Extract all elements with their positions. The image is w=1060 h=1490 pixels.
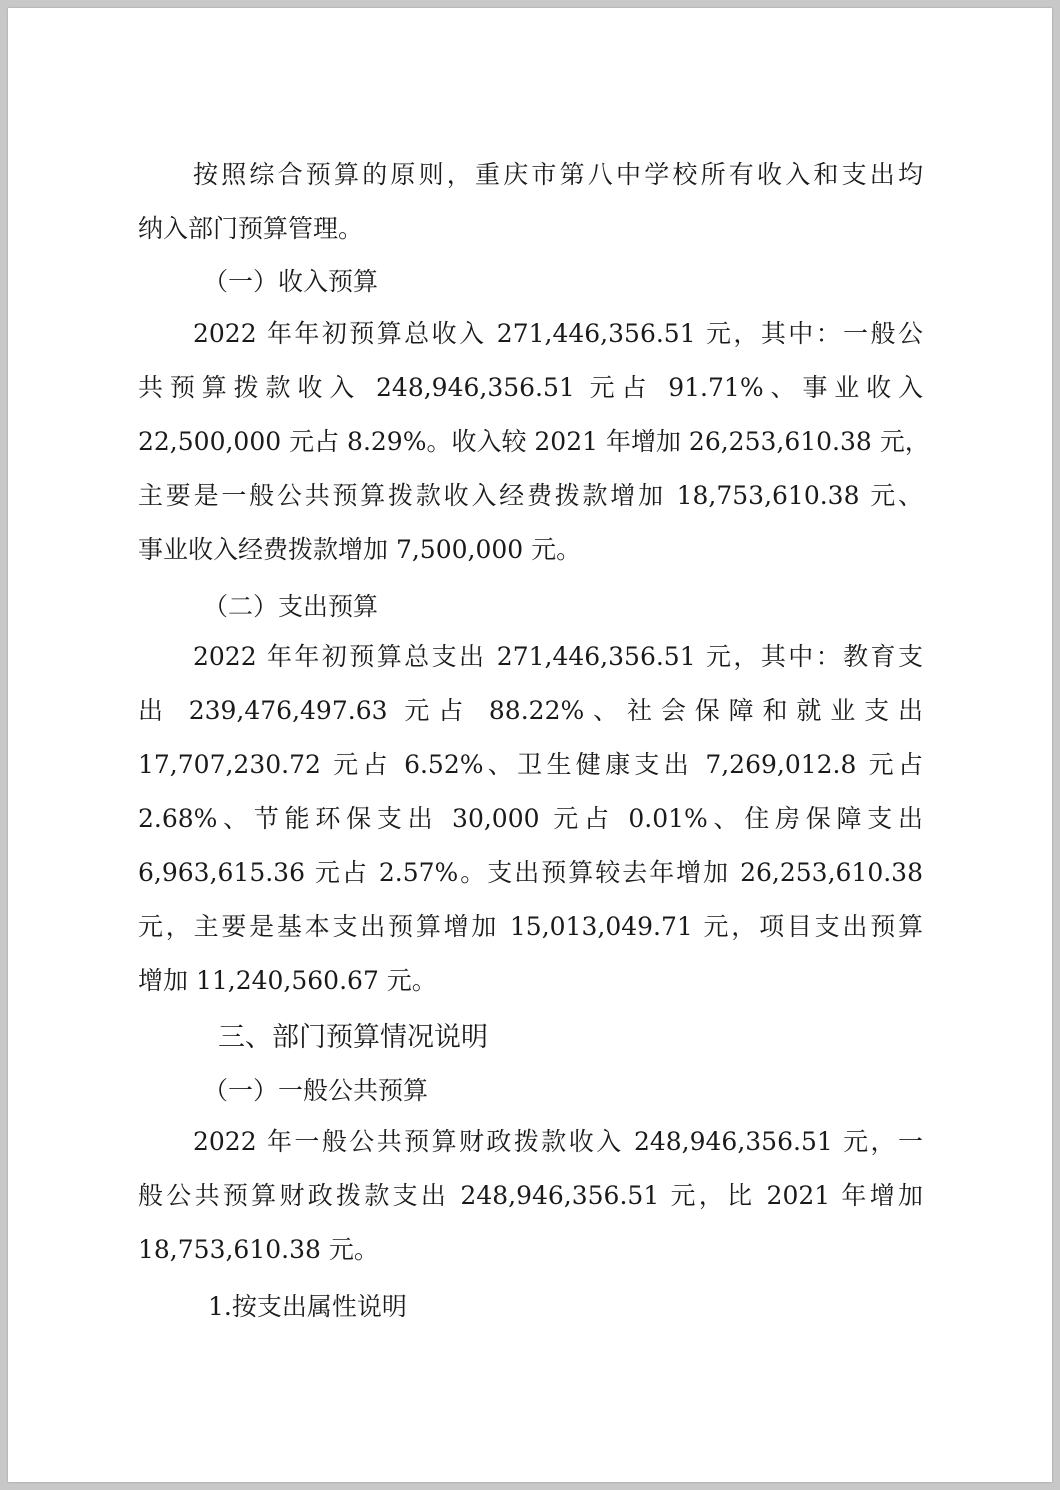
para1-line2: 纳入部门预算管理。 [138,214,364,243]
para4-line2: 般公共预算财政拨款支出 248,946,356.51 元，比 2021 年增加 [138,1181,923,1210]
section-income-title: （一）收入预算 [203,267,379,296]
document-page [8,8,1052,1482]
para3-line1: 2022 年年初预算总支出 271,446,356.51 元，其中：教育支 [193,642,923,671]
para2-line4: 主要是一般公共预算拨款收入经费拨款增加 18,753,610.38 元、 [138,481,923,510]
para1-line1: 按照综合预算的原则，重庆市第八中学校所有收入和支出均 [193,160,923,189]
heading-section-3: 三、部门预算情况说明 [218,1022,488,1053]
para2-line1: 2022 年年初预算总收入 271,446,356.51 元，其中：一般公 [193,319,923,348]
subsection-1-title: 1.按支出属性说明 [208,1292,407,1321]
para3-line4: 2.68%、节能环保支出 30,000 元占 0.01%、住房保障支出 [138,804,923,833]
para3-line6: 元，主要是基本支出预算增加 15,013,049.71 元，项目支出预算 [138,912,923,941]
para4-line3: 18,753,610.38 元。 [138,1235,379,1264]
para3-line5: 6,963,615.36 元占 2.57%。支出预算较去年增加 26,253,610.38 [138,858,923,887]
para3-line3: 17,707,230.72 元占 6.52%、卫生健康支出 7,269,012.8 元占 [138,750,923,779]
para2-line2: 共预算拨款收入 248,946,356.51 元占 91.71%、事业收入 [138,373,923,402]
section-general-title: （一）一般公共预算 [203,1076,429,1105]
para4-line1: 2022 年一般公共预算财政拨款收入 248,946,356.51 元，一 [193,1127,923,1156]
para2-line5: 事业收入经费拨款增加 7,500,000 元。 [138,535,582,564]
para3-line7: 增加 11,240,560.67 元。 [138,966,437,995]
section-expense-title: （二）支出预算 [203,592,379,621]
para3-line2: 出 239,476,497.63 元占 88.22%、社会保障和就业支出 [138,696,923,725]
para2-line3: 22,500,000 元占 8.29%。收入较 2021 年增加 26,253,610.38 元， [138,427,930,456]
